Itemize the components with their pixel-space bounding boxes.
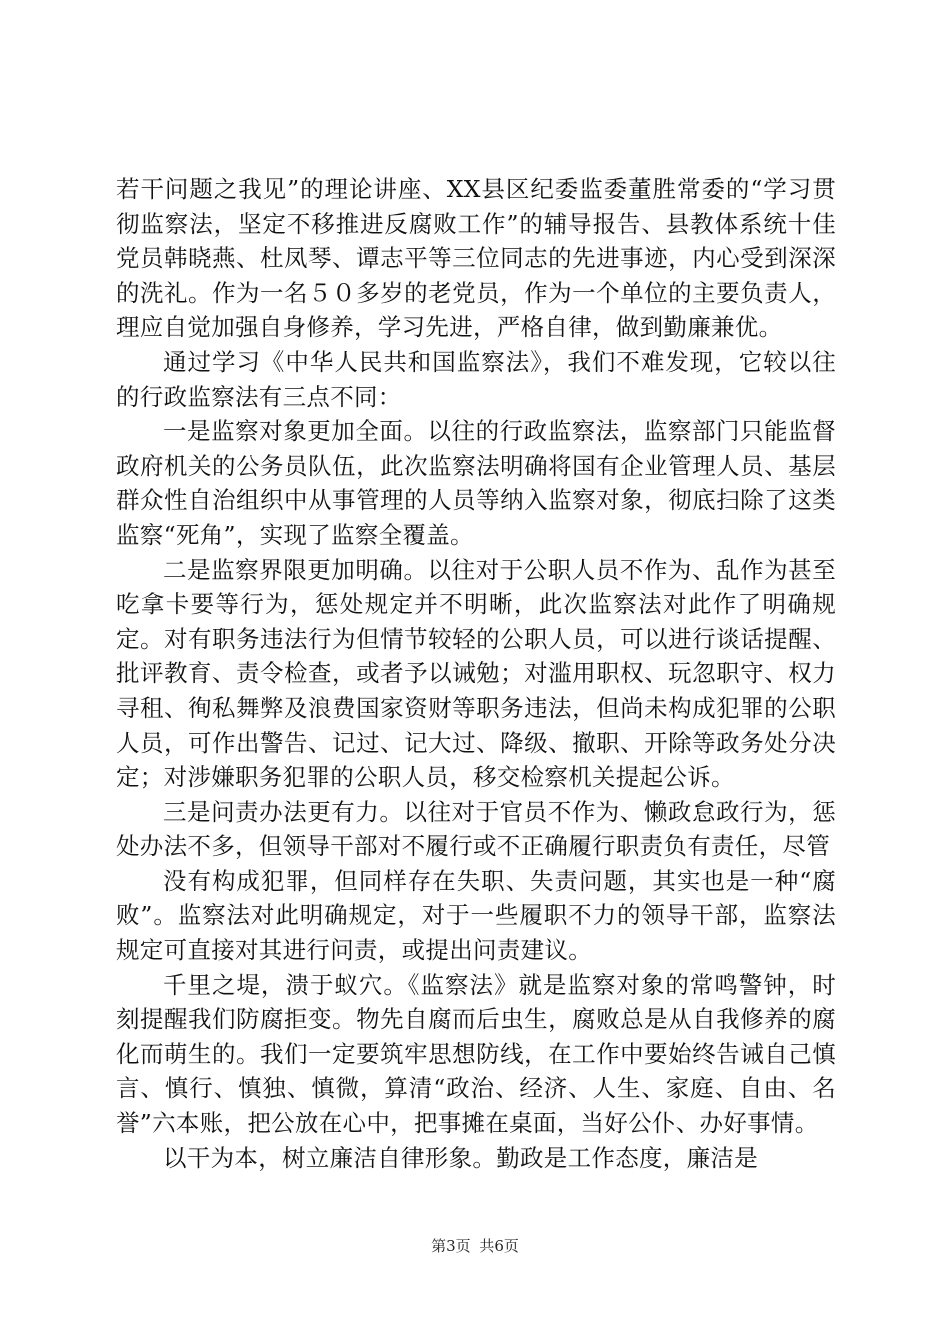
paragraph-3: 一是监察对象更加全面。以往的行政监察法，监察部门只能监督政府机关的公务员队伍，此次监察法明确将国有企业管理人员、基层群众性自治组织中从事管理的人员等纳入监察对象，彻底扫除了这类监察“死角”，实现了监察全覆盖。 bbox=[116, 417, 836, 549]
paragraph-4: 二是监察界限更加明确。以往对于公职人员不作为、乱作为甚至吃拿卡要等行为，惩处规定并不明晰，此次监察法对此作了明确规定。对有职务违法行为但情节较轻的公职人员，可以进行谈话提醒、批评教育、责令检查，或者予以诫勉；对滥用职权、玩忽职守、权力寻租、徇私舞弊及浪费国家资财等职务违法，但尚未构成犯罪的公职人员，可作出警告、记过、记大过、降级、撤职、开除等政务处分决定；对涉嫌职务犯罪的公职人员，移交检察机关提起公诉。 bbox=[116, 555, 836, 792]
paragraph-8: 以干为本，树立廉洁自律形象。勤政是工作态度，廉洁是 bbox=[163, 1143, 758, 1172]
page-total: 共6页 bbox=[479, 1237, 519, 1255]
paragraph-7: 千里之堤，溃于蚁穴。《监察法》就是监察对象的常鸣警钟，时刻提醒我们防腐拒变。物先自腐而后虫生，腐败总是从自我修养的腐化而萌生的。我们一定要筑牢思想防线，在工作中要始终告诫自己慎言、慎行、慎独、慎微，算清“政治、经济、人生、家庭、自由、名誉”六本账，把公放在心中，把事摊在桌面，当好公仆、办好事情。 bbox=[116, 970, 836, 1138]
paragraph-5: 三是问责办法更有力。以往对于官员不作为、懒政怠政行为，惩处办法不多，但领导干部对不履行或不正确履行职责负有责任，尽管 bbox=[116, 797, 836, 861]
paragraph-6: 没有构成犯罪，但同样存在失职、失责问题，其实也是一种“腐败”。监察法对此明确规定，对于一些履职不力的领导干部，监察法规定可直接对其进行问责，或提出问责建议。 bbox=[116, 866, 836, 965]
document-body bbox=[116, 172, 836, 1175]
page-footer bbox=[0, 1236, 950, 1256]
paragraph-2: 通过学习《中华人民共和国监察法》，我们不难发现，它较以往的行政监察法有三点不同： bbox=[116, 347, 836, 411]
page-number: 第3页 bbox=[431, 1237, 471, 1255]
paragraph-1: 若干问题之我见”的理论讲座、XX县区纪委监委董胜常委的“学习贯彻监察法，坚定不移推进反腐败工作”的辅导报告、县教体系统十佳党员韩晓燕、杜凤琴、谭志平等三位同志的先进事迹，内心受到深深的洗礼。作为一名５０多岁的老党员，作为一个单位的主要负责人，理应自觉加强自身修养，学习先进，严格自律，做到勤廉兼优。 bbox=[116, 175, 836, 342]
